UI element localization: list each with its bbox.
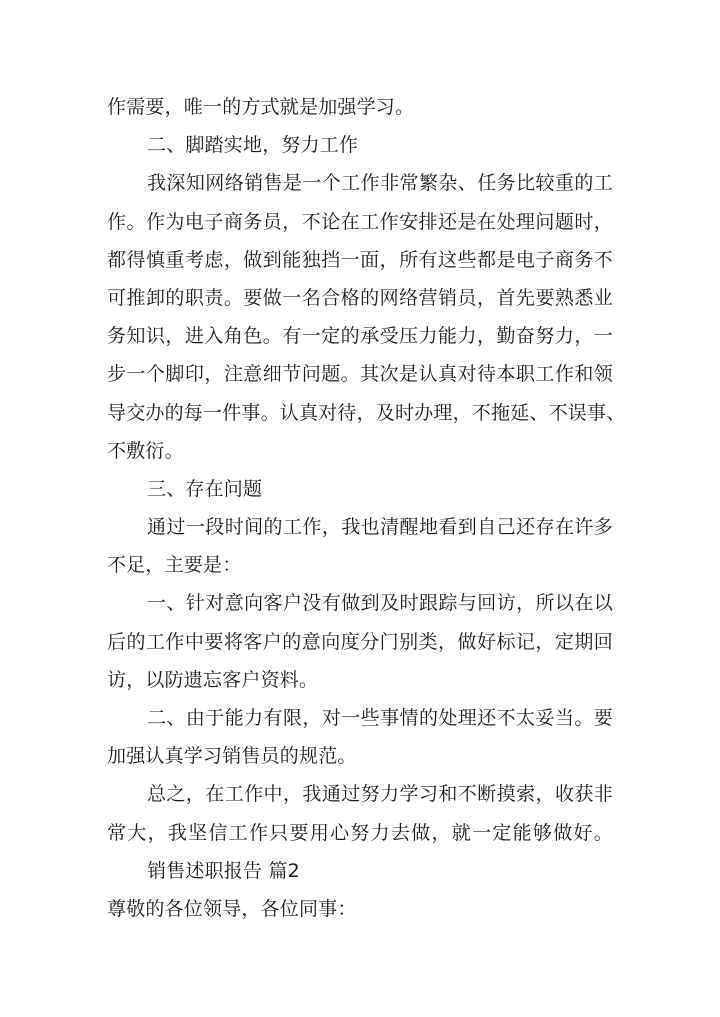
salutation: 尊敬的各位领导，各位同事： — [107, 897, 357, 920]
text-line: 一、针对意向客户没有做到及时跟踪与回访，所以在以 — [147, 592, 613, 615]
text-line: 不足，主要是： — [107, 554, 242, 577]
text-line: 导交办的每一件事。认真对待，及时办理，不拖延、不误事、 — [107, 401, 626, 424]
text-line: 总之，在工作中，我通过努力学习和不断摸索，收获非 — [147, 783, 613, 806]
section-heading: 三、存在问题 — [147, 477, 263, 500]
text-line: 都得慎重考虑，做到能独挡一面，所有这些都是电子商务不 — [107, 248, 613, 271]
text-line: 访，以防遗忘客户资料。 — [107, 668, 319, 691]
text-line: 后的工作中要将客户的意向度分门别类，做好标记，定期回 — [107, 630, 613, 653]
document-body — [107, 88, 626, 928]
text-line: 步一个脚印，注意细节问题。其次是认真对待本职工作和领 — [107, 363, 613, 386]
text-line: 常大，我坚信工作只要用心努力去做，就一定能够做好。 — [107, 821, 613, 844]
text-line: 作。作为电子商务员，不论在工作安排还是在处理问题时， — [107, 210, 613, 233]
text-line: 务知识，进入角色。有一定的承受压力能力，勤奋努力，一 — [107, 325, 613, 348]
text-line: 我深知网络销售是一个工作非常繁杂、任务比较重的工 — [147, 172, 613, 195]
text-line: 通过一段时间的工作，我也清醒地看到自己还存在许多 — [147, 516, 613, 539]
text-line: 可推卸的职责。要做一名合格的网络营销员，首先要熟悉业 — [107, 286, 613, 309]
text-line: 不敷衍。 — [107, 439, 184, 462]
text-line: 作需要，唯一的方式就是加强学习。 — [107, 96, 415, 118]
text-line: 加强认真学习销售员的规范。 — [107, 745, 357, 768]
report-title: 销售述职报告 篇2 — [147, 859, 300, 882]
section-heading: 二、脚踏实地，努力工作 — [147, 134, 359, 157]
text-line: 二、由于能力有限，对一些事情的处理还不太妥当。要 — [147, 707, 613, 729]
